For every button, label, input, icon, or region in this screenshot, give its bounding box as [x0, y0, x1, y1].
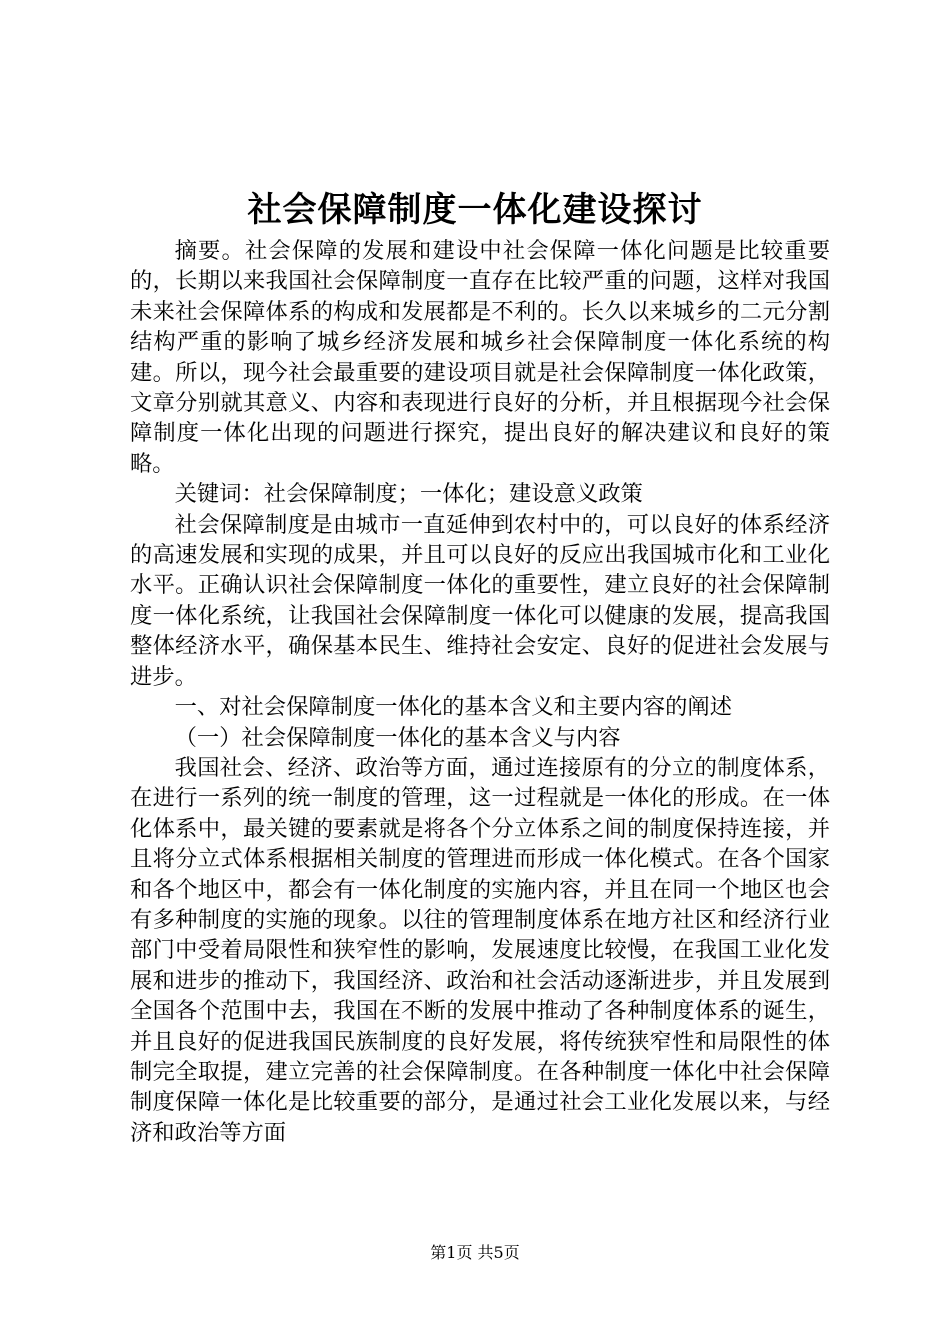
intro-paragraph: 社会保障制度是由城市一直延伸到农村中的，可以良好的体系经济的高速发展和实现的成果，并且可以良好的反应出我国城市化和工业化水平。正确认识社会保障制度一体化的重要性，建立良好的社会保障制度一体化系统，让我国社会保障制度一体化可以健康的发展，提高我国整体经济水平，确保基本民生、维持社会安定、良好的促进社会发展与进步。	[130, 511, 830, 690]
section-paragraph: 我国社会、经济、政治等方面，通过连接原有的分立的制度体系，在进行一系列的统一制度的管理，这一过程就是一体化的形成。在一体化体系中，最关键的要素就是将各个分立体系之间的制度保持连接，并且将分立式体系根据相关制度的管理进而形成一体化模式。在各个国家和各个地区中，都会有一体化制度的实施内容，并且在同一个地区也会有多种制度的实施的现象。以往的管理制度体系在地方社区和经济行业部门中受着局限性和狭窄性的影响，发展速度比较慢，在我国工业化发展和进步的推动下，我国经济、政治和社会活动逐渐进步，并且发展到全国各个范围中去，我国在不断的发展中推动了各种制度体系的诞生，并且良好的促进我国民族制度的良好发展，将传统狭窄性和局限性的体制完全取提，建立完善的社会保障制度。在各种制度一体化中社会保障制度保障一体化是比较重要的部分，是通过社会工业化发展以来，与经济和政治等方面	[130, 754, 830, 1146]
document-title: 社会保障制度一体化建设探讨	[247, 190, 703, 230]
section-heading: 一、对社会保障制度一体化的基本含义和主要内容的阐述	[174, 694, 733, 721]
document-body	[130, 236, 830, 1148]
abstract-paragraph: 摘要。社会保障的发展和建设中社会保障一体化问题是比较重要的，长期以来我国社会保障制度一直存在比较严重的问题，这样对我国未来社会保障体系的构成和发展都是不利的。长久以来城乡的二元分割结构严重的影响了城乡经济发展和城乡社会保障制度一体化系统的构建。所以，现今社会最重要的建设项目就是社会保障制度一体化政策，文章分别就其意义、内容和表现进行良好的分析，并且根据现今社会保障制度一体化出现的问题进行探究，提出良好的解决建议和良好的策略。	[130, 238, 830, 477]
subsection-heading: （一）社会保障制度一体化的基本含义与内容	[174, 724, 621, 751]
page-number-footer: 第1页 共5页	[430, 1243, 520, 1262]
keywords-line: 关键词：社会保障制度；一体化；建设意义政策	[174, 481, 643, 508]
